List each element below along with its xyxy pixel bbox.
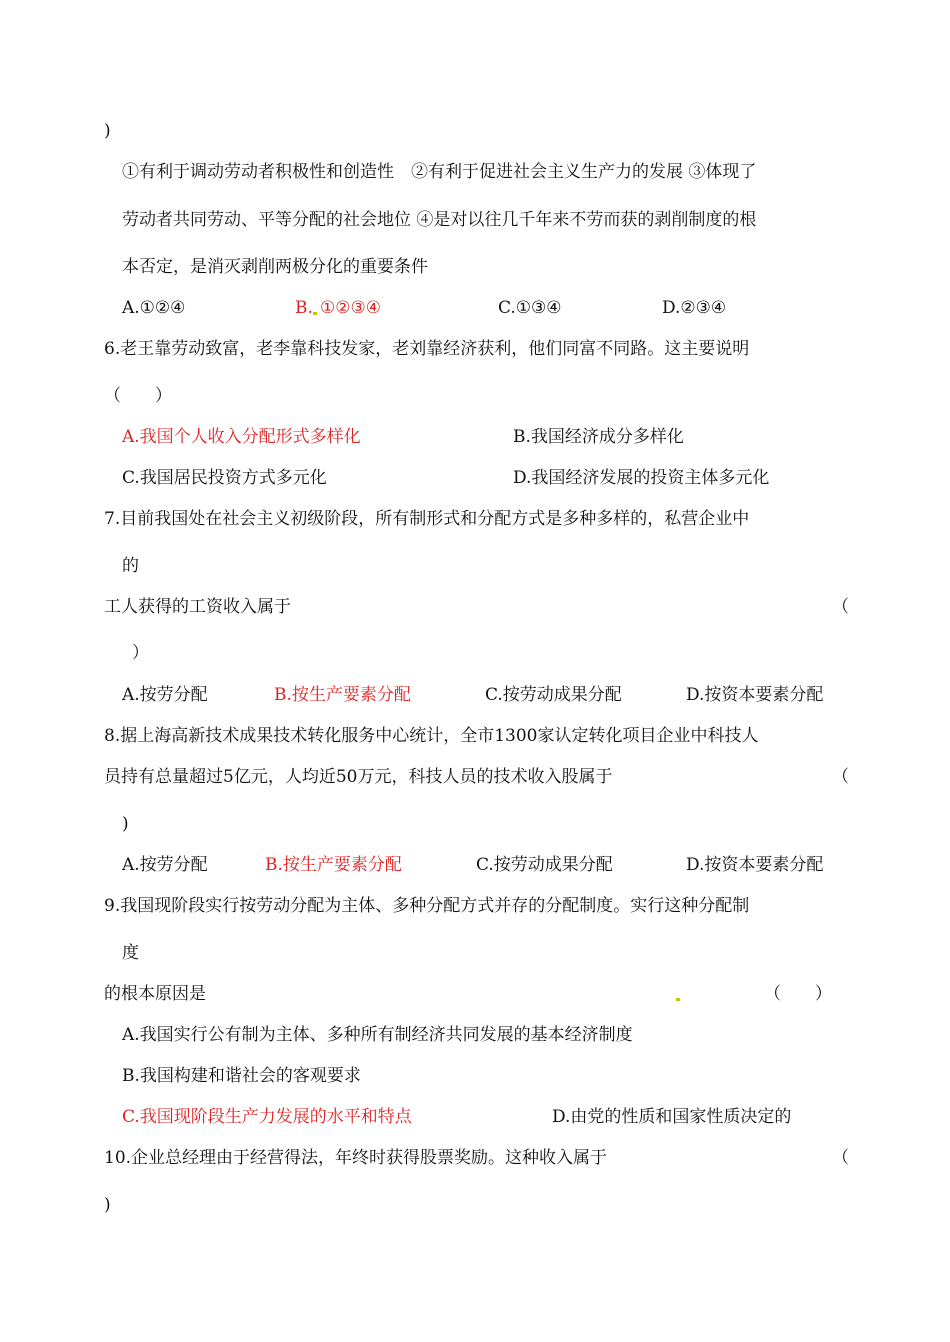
q8-option-d: D.按资本要素分配 (686, 855, 824, 875)
q5-statements-line-2: 劳动者共同劳动、平等分配的社会地位 ④是对以往几千年来不劳而获的剥削制度的根 (122, 210, 757, 230)
q7-option-c: C.按劳动成果分配 (485, 685, 622, 705)
q5-option-b-answer: ①②③④ (320, 298, 381, 318)
q7-stem-line-1: 7.目前我国处在社会主义初级阶段，所有制形式和分配方式是多种多样的，私营企业中 (104, 509, 750, 529)
highlight-mark (313, 312, 317, 315)
q6-option-c: C.我国居民投资方式多元化 (122, 468, 327, 488)
q8-option-b: B.按生产要素分配 (265, 855, 402, 875)
q9-option-b: B.我国构建和谐社会的客观要求 (122, 1066, 361, 1086)
q6-option-d: D.我国经济发展的投资主体多元化 (513, 468, 770, 488)
q7-stem-line-2: 的 (122, 556, 139, 576)
q7-option-a: A.按劳分配 (122, 685, 208, 705)
q6-stem: 6.老王靠劳动致富，老李靠科技发家，老刘靠经济获利，他们同富不同路。这主要说明 (104, 339, 750, 359)
q10-stem: 10.企业总经理由于经营得法，年终时获得股票奖励。这种收入属于 (104, 1148, 608, 1168)
q9-option-d: D.由党的性质和国家性质决定的 (552, 1107, 792, 1127)
q9-answer-paren: （ ） (764, 984, 832, 1004)
q7-stem-line-3: 工人获得的工资收入属于 (104, 597, 291, 617)
q5-statements-line-3: 本否定，是消灭剥削两极分化的重要条件 (122, 257, 428, 277)
q8-paren-open: （ (832, 767, 849, 787)
q9-stem-line-1: 9.我国现阶段实行按劳动分配为主体、多种分配方式并存的分配制度。实行这种分配制 (104, 896, 750, 916)
q9-stem-line-2: 度 (122, 943, 139, 963)
q8-option-c: C.按劳动成果分配 (476, 855, 613, 875)
q8-option-a: A.按劳分配 (122, 855, 208, 875)
q7-paren-open: （ (832, 597, 849, 617)
q6-option-a: A.我国个人收入分配形式多样化 (122, 427, 361, 447)
q5-option-d: D.②③④ (662, 298, 727, 318)
q5-option-c: C.①③④ (498, 298, 562, 318)
q6-option-b: B.我国经济成分多样化 (513, 427, 684, 447)
q10-paren-close: ) (104, 1195, 111, 1215)
q9-stem-line-3: 的根本原因是 (104, 984, 206, 1004)
q10-paren-open: （ (832, 1148, 849, 1168)
q5-statements-line-1: ①有利于调动劳动者积极性和创造性 ②有利于促进社会主义生产力的发展 ③体现了 (122, 162, 757, 182)
q5-paren-close: ) (104, 121, 111, 141)
q7-option-b: B.按生产要素分配 (274, 685, 411, 705)
q7-paren-close: ） (132, 643, 149, 663)
q9-option-c: C.我国现阶段生产力发展的水平和特点 (122, 1107, 412, 1127)
q6-answer-paren: （ ） (104, 386, 172, 406)
q5-option-a: A.①②④ (122, 298, 186, 318)
q8-paren-close: ) (122, 814, 129, 834)
q8-stem-line-1: 8.据上海高新技术成果技术转化服务中心统计，全市1300家认定转化项目企业中科技人 (104, 726, 759, 746)
q7-option-d: D.按资本要素分配 (686, 685, 824, 705)
highlight-mark (676, 998, 680, 1001)
q8-stem-line-2: 员持有总量超过5亿元，人均近50万元，科技人员的技术收入股属于 (104, 767, 613, 787)
q5-option-b-label: B. (295, 298, 313, 318)
q9-option-a: A.我国实行公有制为主体、多种所有制经济共同发展的基本经济制度 (122, 1025, 633, 1045)
